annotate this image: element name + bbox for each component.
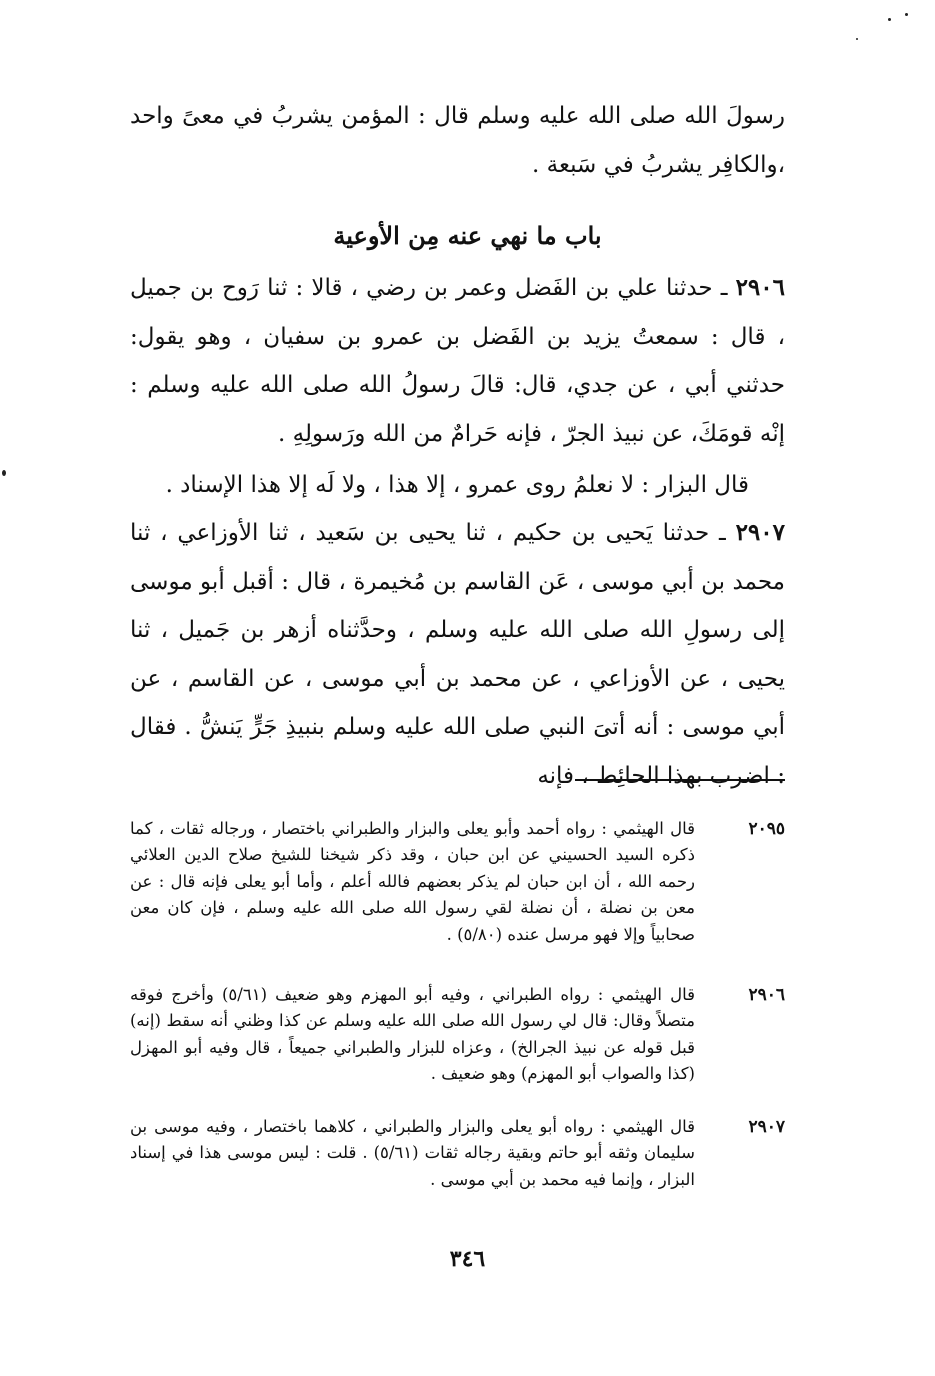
scan-speck (2, 470, 6, 476)
footnote (130, 1114, 785, 1193)
footnote (130, 816, 785, 948)
page-number: ٣٤٦ (449, 1246, 486, 1272)
hadith-text: ـ حدثنا يَحيى بن حكيم ، ثنا يحيى بن سَعيد ، ثنا الأوزاعي ، ثنا محمد بن أبي موسى ، عَن القاسم بن مُخيمرة ، قال : أقبل أبو موسى إلى رسولِ الله صلى الله عليه وسلم ، وحدَّثناه أزهر بن جَميل ، ثنا يحيى ، عن الأوزاعي ، عن محمد بن أبي موسى ، عن القاسم ، عن أبي موسى : أنه أتىَ النبي صلى الله عليه وسلم بنبيذِ جَرٍّ يَنشُّ . فقال : اضرب بهذا الحائِط ، فإنه (130, 520, 785, 789)
bazzar-remark: قال البزار : لا نعلمُ روى عمرو ، إلا هذا ، ولا لَه إلا هذا الإسناد . (165, 472, 749, 498)
footnote-text: قال الهيثمي : رواه أحمد وأبو يعلى والبزار والطبراني باختصار ، ورجاله ثقات ، كما ذكره السيد الحسيني عن ابن حبان ، وقد ذكر شيخنا للشيخ صلاح الدين العلائي رحمه الله ، أن ابن حبان لم يذكر بعضهم فالله أعلم ، وأما أبو يعلى فإنه قال : عن معن بن نضلة ، أن نضلة لقي رسول الله صلى الله عليه وسلم ، فإن كان معن صحابياً وإلا فهو مرسل عنده (٥/٨٠) . (130, 819, 695, 944)
hadith-2907 (130, 509, 785, 800)
footnote-number: ٢٩٠٦ (748, 985, 785, 1005)
hadith-text: ـ حدثنا علي بن الفَضل وعمر بن رضي ، قالا : ثنا رَوح بن جميل ، قال : سمعتُ يزيد بن الفَضل بن عمرو بن سفيان ، وهو يقول: حدثني أبي ، عن جدي، قال: قالَ رسولُ الله صلى الله عليه وسلم : إنْه قومَكَ، عن نبيذ الجرّ ، فإنه حَرامٌ من الله ورَسولِهِ . (130, 275, 785, 447)
hadith-number: ٢٩٠٧ (735, 519, 785, 546)
hadith-2906 (130, 264, 785, 458)
footnote-text: قال الهيثمي : رواه أبو يعلى والبزار والطبراني ، كلاهما باختصار ، وفيه موسى بن سليمان وثقه أبو حاتم وبقية رجاله ثقات (٥/٦١) . قلت : ليس موسى هذا في إسناد البزار ، وإنما فيه محمد بن أبي موسى . (130, 1117, 696, 1189)
hadith-number: ٢٩٠٦ (735, 274, 785, 301)
footnote-number: ٢٠٩٥ (748, 819, 785, 839)
continuation-text: رسولَ الله صلى الله عليه وسلم قال : المؤمن يشربُ في معىً واحد ،والكافِر يشربُ في سَبعة . (130, 103, 785, 178)
footnote (130, 982, 785, 1088)
chapter-heading: باب ما نهي عنه مِن الأوعية (333, 221, 602, 250)
scan-speck (856, 38, 858, 40)
footnote-text: قال الهيثمي : رواه الطبراني ، وفيه أبو المهزم وهو ضعيف (٥/٦١) وأخرج فوقه متصلاً وقال: قال لي رسول الله صلى الله عليه وسلم عن كذا وظني أنه سقط (إنه) قبل قوله عن نبيذ الجرالخ) ، وعزاه للبزار والطبراني جميعاً ، قال وفيه أبو المهزل (كذا والصواب أبو المهزم) وهو ضعيف . (130, 985, 695, 1084)
footnote-divider (575, 779, 785, 781)
scan-speck (905, 13, 908, 16)
scan-speck (888, 18, 891, 21)
footnote-number: ٢٩٠٧ (748, 1117, 785, 1137)
